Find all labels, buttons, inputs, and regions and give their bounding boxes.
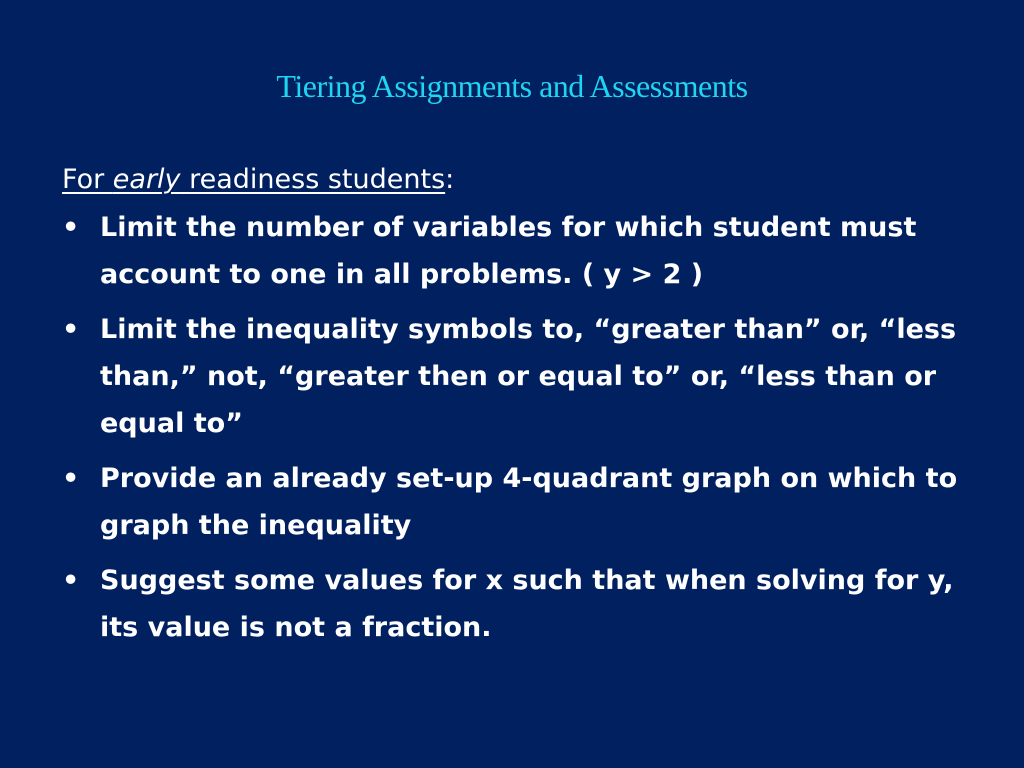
bullet-item [62, 557, 962, 651]
bullet-icon: • [62, 463, 80, 494]
bullet-item [62, 455, 962, 549]
slide-body [62, 156, 962, 651]
bullet-text: Suggest some values for x such that when solving for y, its value is not a fraction. [100, 565, 954, 643]
bullet-icon: • [62, 212, 80, 243]
intro-suffix: readiness students [180, 164, 446, 195]
bullet-text: Limit the inequality symbols to, “greater than” or, “less than,” not, “greater then or equal to” or, “less than or equal to” [100, 314, 957, 439]
intro-emphasis: early [112, 164, 181, 195]
intro-colon: : [445, 164, 455, 195]
slide-title: Tiering Assignments and Assessments [276, 68, 748, 104]
bullet-text: Provide an already set-up 4-quadrant graph on which to graph the inequality [100, 463, 958, 541]
bullet-icon: • [62, 314, 80, 345]
intro-prefix: For [62, 164, 113, 195]
bullet-list [62, 204, 962, 651]
bullet-item [62, 306, 962, 447]
intro-line [62, 156, 962, 204]
intro-underlined [62, 164, 445, 195]
bullet-item [62, 204, 962, 298]
bullet-icon: • [62, 565, 80, 596]
bullet-text: Limit the number of variables for which student must account to one in all problems. ( y > 2 ) [100, 212, 917, 290]
